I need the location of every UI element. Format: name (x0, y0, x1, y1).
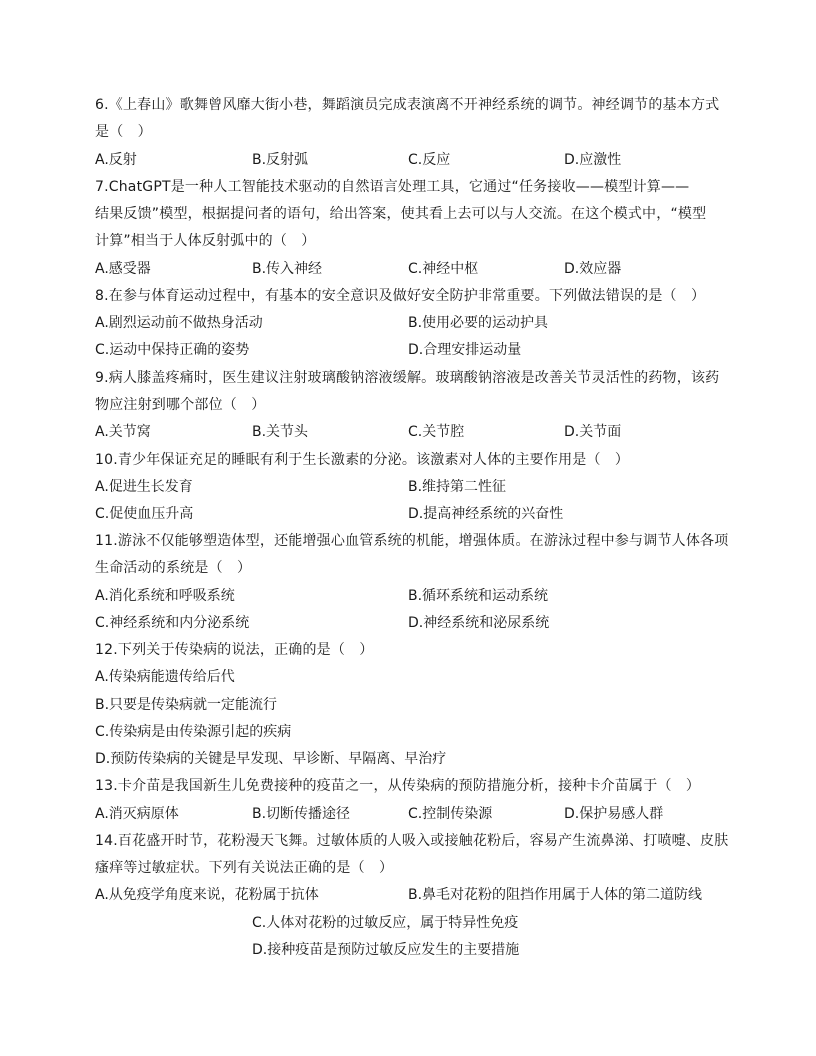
question-11-stem-line-2: 生命活动的系统是（ ） (95, 560, 252, 576)
question-6-option-a: A.反射 (95, 152, 137, 168)
question-12-option-c: C.传染病是由传染源引起的疾病 (95, 724, 292, 740)
question-12-option-b: B.只要是传染病就一定能流行 (95, 697, 278, 713)
question-6-stem-line-1: 6.《上春山》歌舞曾风靡大街小巷，舞蹈演员完成表演离不开神经系统的调节。神经调节的基本方式 (95, 97, 720, 113)
question-8-option-d: D.合理安排运动量 (408, 342, 522, 358)
question-10-option-c: C.促使血压升高 (95, 506, 194, 522)
question-9-stem-line-1: 9.病人膝盖疼痛时，医生建议注射玻璃酸钠溶液缓解。玻璃酸钠溶液是改善关节灵活性的药物，该药 (95, 370, 720, 386)
question-7-option-a: A.感受器 (95, 261, 151, 277)
question-13-option-b: B.切断传播途径 (252, 806, 351, 822)
question-10-option-a: A.促进生长发育 (95, 479, 193, 495)
question-7-stem-line-2: 结果反馈”模型，根据提问者的语句，给出答案，使其看上去可以与人交流。在这个模式中，“模型 (95, 206, 707, 222)
question-12-stem: 12.下列关于传染病的说法，正确的是（ ） (95, 642, 374, 658)
question-9-option-d: D.关节面 (564, 424, 622, 440)
question-6-option-b: B.反射弧 (252, 152, 309, 168)
question-6-option-d: D.应激性 (564, 152, 622, 168)
question-10-option-d: D.提高神经系统的兴奋性 (408, 506, 564, 522)
question-8-option-a: A.剧烈运动前不做热身活动 (95, 315, 263, 331)
question-13-option-c: C.控制传染源 (408, 806, 493, 822)
question-11-stem-line-1: 11.游泳不仅能够塑造体型，还能增强心血管系统的机能，增强体质。在游泳过程中参与调节人体各项 (95, 533, 729, 549)
question-7-option-d: D.效应器 (564, 261, 622, 277)
question-14-option-a: A.从免疫学角度来说，花粉属于抗体 (95, 887, 319, 903)
question-14-stem-line-1: 14.百花盛开时节，花粉漫天飞舞。过敏体质的人吸入或接触花粉后，容易产生流鼻涕、打喷嚏、皮肤 (95, 833, 729, 849)
question-14-option-d: D.接种疫苗是预防过敏反应发生的主要措施 (252, 942, 520, 958)
question-14-option-c: C.人体对花粉的过敏反应，属于特异性免疫 (252, 915, 519, 931)
question-8-stem: 8.在参与体育运动过程中，有基本的安全意识及做好安全防护非常重要。下列做法错误的是（ ） (95, 288, 706, 304)
question-9-option-a: A.关节窝 (95, 424, 151, 440)
question-10-option-b: B.维持第二性征 (408, 479, 507, 495)
question-13-stem: 13.卡介苗是我国新生儿免费接种的疫苗之一，从传染病的预防措施分析，接种卡介苗属于（ ） (95, 778, 701, 794)
question-14-option-b: B.鼻毛对花粉的阻挡作用属于人体的第二道防线 (408, 887, 703, 903)
question-11-option-a: A.消化系统和呼吸系统 (95, 588, 235, 604)
question-11-option-b: B.循环系统和运动系统 (408, 588, 549, 604)
question-8-option-b: B.使用必要的运动护具 (408, 315, 549, 331)
question-7-option-c: C.神经中枢 (408, 261, 479, 277)
question-6-stem-line-2: 是（ ） (95, 124, 152, 140)
question-11-option-c: C.神经系统和内分泌系统 (95, 615, 250, 631)
question-12-option-a: A.传染病能遗传给后代 (95, 669, 235, 685)
question-13-option-a: A.消灭病原体 (95, 806, 179, 822)
question-11-option-d: D.神经系统和泌尿系统 (408, 615, 550, 631)
question-9-stem-line-2: 物应注射到哪个部位（ ） (95, 397, 266, 413)
question-14-stem-line-2: 瘙痒等过敏症状。下列有关说法正确的是（ ） (95, 860, 394, 876)
question-7-stem-line-1: 7.ChatGPT是一种人工智能技术驱动的自然语言处理工具，它通过“任务接收——模型计算—— (95, 179, 690, 195)
question-6-option-c: C.反应 (408, 152, 451, 168)
question-7-option-b: B.传入神经 (252, 261, 323, 277)
question-12-option-d: D.预防传染病的关键是早发现、早诊断、早隔离、早治疗 (95, 751, 447, 767)
question-7-stem-line-3: 计算”相当于人体反射弧中的（ ） (95, 233, 316, 249)
question-13-option-d: D.保护易感人群 (564, 806, 664, 822)
question-9-option-c: C.关节腔 (408, 424, 465, 440)
question-9-option-b: B.关节头 (252, 424, 309, 440)
question-8-option-c: C.运动中保持正确的姿势 (95, 342, 250, 358)
question-10-stem: 10.青少年保证充足的睡眠有利于生长激素的分泌。该激素对人体的主要作用是（ ） (95, 452, 630, 468)
